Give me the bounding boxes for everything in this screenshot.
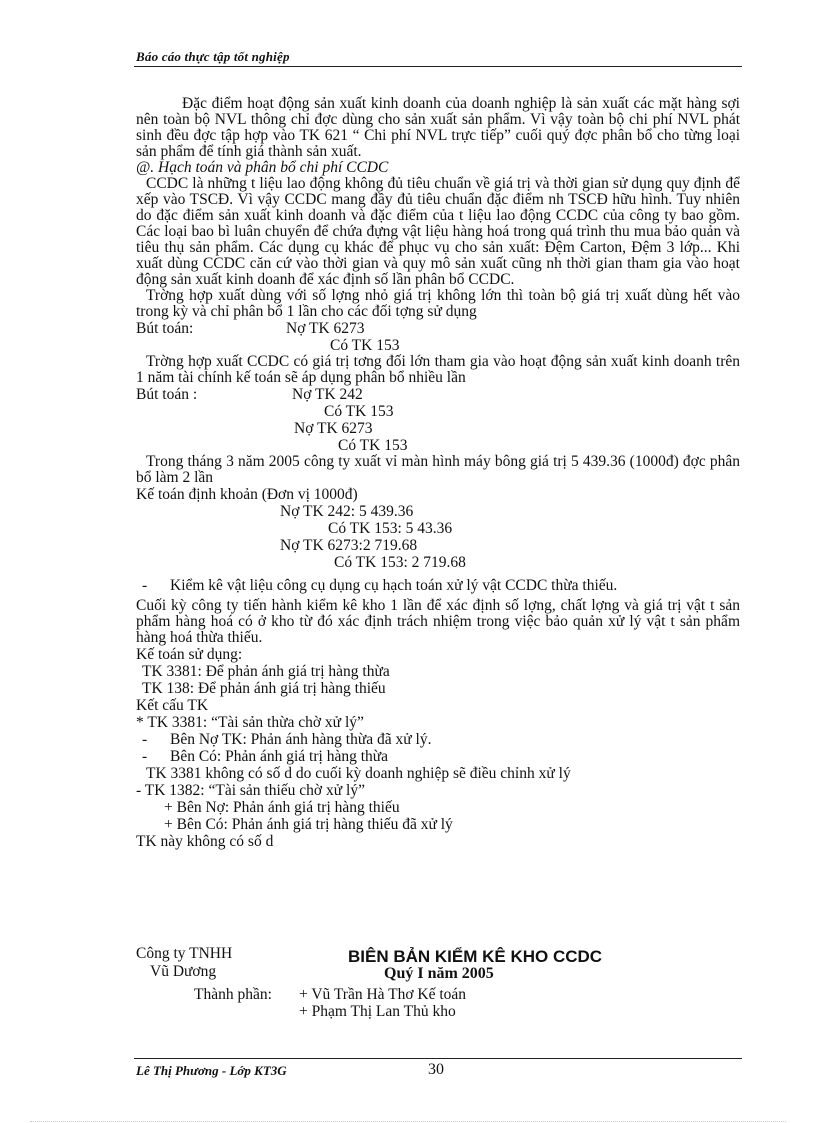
- entry-line: [136, 386, 740, 403]
- credit-line: Có TK 153: 5 43.36: [328, 520, 453, 537]
- bullet-item: - Kiểm kê vật liệu công cụ dụng cụ hạch toán xử lý vật CCDC thừa thiếu.: [136, 577, 740, 594]
- entry-heading: Kế toán định khoản (Đơn vị 1000đ): [136, 486, 358, 503]
- debit-line: Nợ TK 6273: [294, 420, 373, 437]
- paragraph-small-value: Trờng hợp xuất dùng với số lợng nhỏ giá trị không lớn thì toàn bộ giá trị xuất dùng hết vào trong kỳ và chỉ phân bổ 1 lần cho các đối tợng sử dụng: [136, 287, 740, 320]
- footer-author: Lê Thị Phương - Lớp KT3G: [136, 1063, 287, 1078]
- bullet-item: - Bên Nợ TK: Phản ánh hàng thừa đã xử lý.: [136, 731, 740, 748]
- paragraph-ccdc: CCDC là những t liệu lao động không đủ tiêu chuẩn về giá trị và thời gian sử dụng quy định để xếp vào TSCĐ. Vì vậy CCDC mang đầy đủ tiêu chuẩn đặc điểm nh TSCĐ hữu hình. Tuy nhiên do đặc điểm sản xuất kinh doanh và đặc điểm của t liệu lao động CCDC của công ty bao gồm. Các loại bao bì luân chuyển để chứa đựng vật liệu hàng hoá trong quá trình thu mua bảo quản và tiêu thụ sản phẩm. Các dụng cụ khác để phục vụ cho sản xuất: Đệm Carton, Đệm 3 lớp... Khi xuất dùng CCDC căn cứ vào thời gian và quy mô sản xuất cũng nh thời gian tham gia vào hoạt động sản xuất kinh doanh để xác định số lần phân bổ CCDC.: [136, 175, 740, 288]
- credit-line: Có TK 153: 2 719.68: [334, 554, 466, 571]
- credit-line: Có TK 153: [338, 437, 408, 454]
- header-rule: [134, 66, 742, 67]
- document-body: [136, 96, 740, 850]
- footer-rule: [134, 1058, 742, 1059]
- bullet-item: - Bên Có: Phản ánh giá trị hàng thừa: [136, 748, 740, 765]
- credit-line: Có TK 153: [330, 337, 400, 354]
- entry-label: Bút toán :: [136, 386, 198, 403]
- company-name: Công ty TNHH: [136, 945, 233, 962]
- page-edge: [30, 1121, 786, 1122]
- running-header: Báo cáo thực tập tốt nghiệp: [136, 49, 290, 64]
- account-line: * TK 3381: “Tài sản thừa chờ xử lý”: [136, 714, 364, 731]
- text-line: Kết cấu TK: [136, 697, 209, 714]
- debit-line: Nợ TK 242: [292, 386, 363, 403]
- credit-line: Có TK 153: [324, 403, 394, 420]
- entry-label: Bút toán:: [136, 320, 194, 337]
- text-line: TK 3381 không có số d do cuối kỳ doanh nghiệp sẽ điều chỉnh xử lý: [146, 765, 571, 782]
- account-line: - TK 1382: “Tài sản thiếu chờ xử lý”: [136, 782, 365, 799]
- member-item: + Phạm Thị Lan Thủ kho: [299, 1003, 456, 1020]
- paragraph-example: Trong tháng 3 năm 2005 công ty xuất vỉ màn hình máy bông giá trị 5 439.36 (1000đ) đợc phân bổ làm 2 lần: [136, 453, 740, 486]
- report-title: BIÊN BẢN KIỂM KÊ KHO CCDC: [348, 947, 603, 966]
- paragraph-intro: Đặc điểm hoạt động sản xuất kinh doanh của doanh nghiệp là sản xuất các mặt hàng sợi nên toàn bộ NVL thông chỉ đợc dùng cho sản xuất sản phẩm. Vì vậy toàn bộ chi phí NVL phát sinh đều đợc tập hợp vào TK 621 “ Chi phí NVL trực tiếp” cuối quý đợc phân bổ cho từng loại sản phẩm để tính giá thành sản xuất.: [136, 95, 740, 160]
- text-line: TK này không có số d: [136, 833, 274, 850]
- entry-line: [136, 320, 740, 337]
- debit-line: Nợ TK 242: 5 439.36: [280, 503, 414, 520]
- debit-line: Nợ TK 6273: [286, 320, 365, 337]
- debit-line: Nợ TK 6273:2 719.68: [280, 537, 418, 554]
- bullet-item: + Bên Có: Phản ánh giá trị hàng thiếu đã xử lý: [164, 816, 453, 833]
- account-line: TK 138: Để phản ánh giá trị hàng thiếu: [142, 680, 386, 697]
- company-name-line2: Vũ Dương: [150, 963, 217, 980]
- page-number: 30: [428, 1061, 444, 1078]
- account-line: TK 3381: Để phản ánh giá trị hàng thừa: [142, 663, 390, 680]
- members-label: Thành phần:: [194, 986, 272, 1003]
- text-line: Kế toán sử dụng:: [136, 646, 243, 663]
- section-heading: @. Hạch toán và phân bổ chi phí CCDC: [136, 159, 389, 176]
- bullet-item: + Bên Nợ: Phản ánh giá trị hàng thiếu: [164, 799, 400, 816]
- paragraph-large-value: Trờng hợp xuất CCDC có giá trị tơng đối lớn tham gia vào hoạt động sản xuất kinh doanh trên 1 năm tài chính kế toán sẽ áp dụng phân bổ nhiều lần: [136, 353, 740, 386]
- report-subtitle: Quý I năm 2005: [384, 965, 494, 982]
- member-item: + Vũ Trần Hà Thơ Kế toán: [299, 986, 467, 1003]
- paragraph-inventory: Cuối kỳ công ty tiến hành kiểm kê kho 1 lần để xác định số lợng, chất lợng và giá trị vật t sản phẩm hàng hoá có ở kho từ đó xác định trách nhiệm trong việc bảo quản xử lý vật t sản phẩm hàng hoá thừa thiếu.: [136, 597, 740, 646]
